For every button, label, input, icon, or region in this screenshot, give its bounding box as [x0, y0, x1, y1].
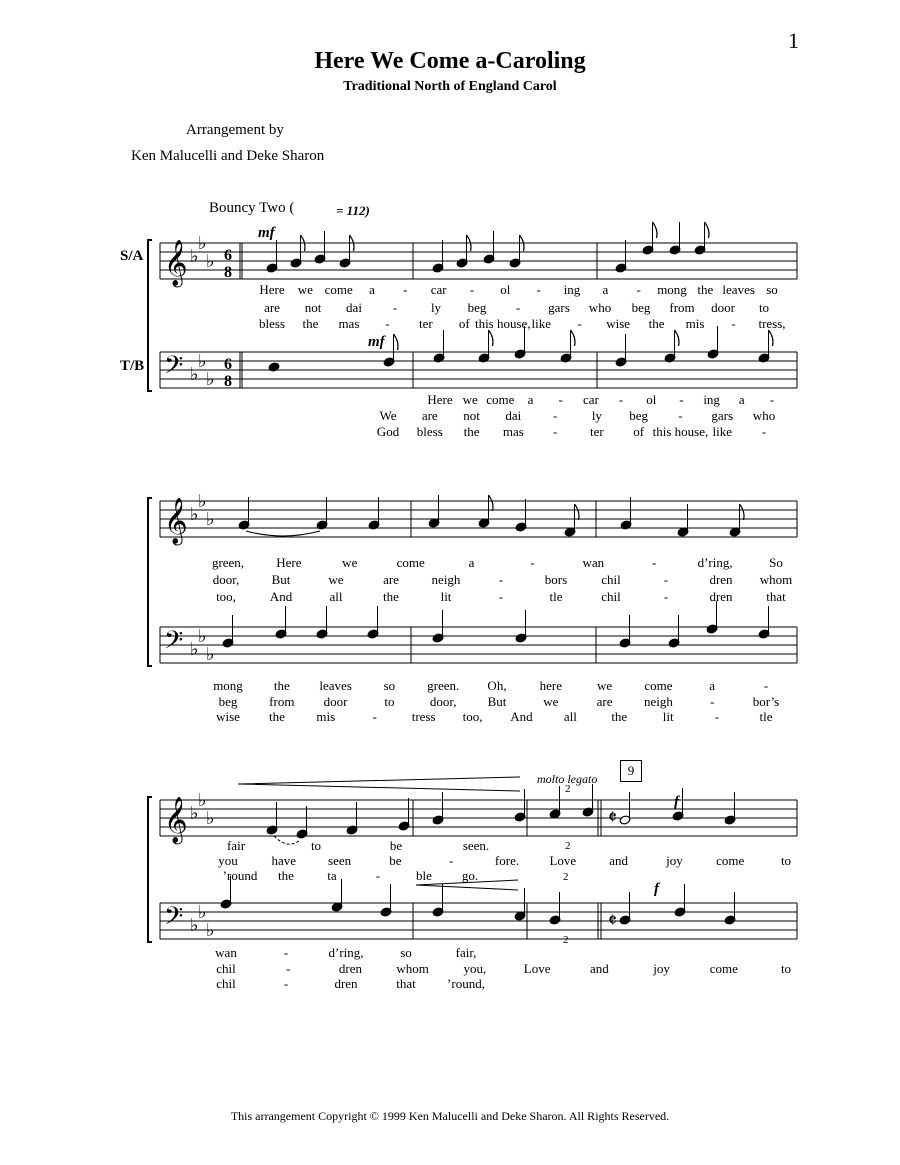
lyric-syllable: ol: [646, 392, 657, 407]
flat-sign: ♭: [190, 246, 199, 267]
bass-clef: 𝄢: [164, 902, 184, 937]
lyric-syllable: the: [648, 316, 665, 331]
lyric-syllable: a: [709, 678, 716, 693]
tie: [246, 531, 320, 536]
lyric-syllable: so: [383, 678, 396, 693]
flat-sign: ♭: [190, 639, 199, 660]
lyric-syllable: -: [763, 678, 769, 693]
treble-clef: 𝄞: [164, 797, 188, 843]
lyric-syllable: wan: [582, 555, 605, 570]
lyric-syllable: ly: [591, 408, 602, 423]
lyric-syllable: chil: [601, 572, 621, 587]
lyric-syllable: the: [278, 868, 294, 883]
lyric-syllable: go.: [461, 868, 479, 883]
lyric-syllable: who: [752, 408, 776, 423]
flat-sign: ♭: [190, 504, 199, 525]
lyric-syllable: green,: [211, 555, 245, 570]
note-flag: [575, 504, 580, 520]
lyric-syllable: car: [582, 392, 599, 407]
lyric-syllable: fair,: [455, 945, 477, 960]
lyric-syllable: here: [539, 678, 562, 693]
lyric-syllable: this house,: [652, 424, 709, 439]
lyric-syllable: too,: [462, 709, 483, 724]
lyric-syllable: you: [218, 853, 238, 868]
lyric-syllable: ’round: [222, 868, 258, 883]
lyric-syllable: door,: [429, 694, 457, 709]
lyric-syllable: tress: [411, 709, 436, 724]
lyric-syllable: the: [463, 424, 480, 439]
lyric-syllable: gars: [548, 300, 570, 315]
lyric-syllable: -: [530, 555, 535, 570]
bass-clef: 𝄢: [164, 626, 184, 661]
lyric-syllable: ta: [327, 868, 337, 883]
lyric-syllable: are: [383, 572, 399, 587]
lyric-syllable: mas: [338, 316, 360, 331]
lyric-syllable: mas: [502, 424, 524, 439]
lyric-syllable: wan: [215, 945, 237, 960]
lyric-syllable: -: [731, 316, 736, 331]
lyric-syllable: neigh: [643, 694, 673, 709]
lyric-syllable: are: [264, 300, 280, 315]
lyric-syllable: to: [780, 961, 792, 976]
lyric-syllable: mong: [657, 282, 687, 297]
lyric-syllable: -: [663, 572, 669, 587]
flat-sign: ♭: [206, 509, 215, 530]
lyric-syllable: all: [329, 589, 343, 604]
lyric-syllable: -: [663, 589, 669, 604]
lyric-syllable: -: [714, 709, 720, 724]
lyric-syllable: all: [563, 709, 577, 724]
lyric-syllable: seen.: [462, 838, 490, 853]
lyric-syllable: come: [324, 282, 353, 297]
lyric-syllable: door: [711, 300, 735, 315]
lyric-syllable: from: [269, 694, 295, 709]
lyric-syllable: ble: [416, 868, 432, 883]
dynamic-f: f: [674, 794, 679, 810]
lyric-syllable: leaves: [319, 678, 352, 693]
lyric-syllable: ol: [500, 282, 511, 297]
note-flag: [769, 330, 774, 346]
lyric-syllable: a: [602, 282, 609, 297]
lyric-syllable: seen: [328, 853, 352, 868]
lyric-syllable: who: [588, 300, 612, 315]
lyric-syllable: God: [376, 424, 400, 439]
lyric-syllable: tle: [759, 709, 773, 724]
lyric-syllable: bor’s: [752, 694, 780, 709]
flat-sign: ♭: [198, 790, 207, 811]
lyric-syllable: leaves: [722, 282, 755, 297]
staves: [148, 233, 797, 942]
time-signature: 8: [224, 373, 232, 390]
lyric-syllable: have: [271, 853, 297, 868]
lyric-syllable: beg: [218, 694, 238, 709]
lyric-syllable: come: [396, 555, 425, 570]
flat-sign: ♭: [198, 902, 207, 923]
expression-marking: molto legato: [537, 772, 598, 786]
lyric-syllable: wise: [216, 709, 240, 724]
lyric-syllable: a: [369, 282, 375, 297]
flat-sign: ♭: [190, 364, 199, 385]
lyric-syllable: ing: [703, 392, 720, 407]
lyric-syllable: Love: [523, 961, 551, 976]
lyric-syllable: and: [609, 853, 628, 868]
lyric-syllable: a: [468, 555, 475, 570]
lyric-syllable: a: [738, 392, 745, 407]
tempo-marking: Bouncy Two (: [209, 200, 295, 216]
lyric-syllable: door: [323, 694, 348, 709]
arrangers: Ken Malucelli and Deke Sharon: [131, 148, 325, 164]
lyric-syllable: dren: [709, 589, 733, 604]
dotted-quarter-rest: [268, 362, 280, 372]
flat-sign: ♭: [206, 808, 215, 829]
lyric-syllable: d’ring,: [697, 555, 733, 570]
lyric-syllable: -: [498, 572, 504, 587]
lyric-syllable: lit: [440, 589, 452, 604]
lyric-syllable: neigh: [431, 572, 461, 587]
lyric-syllable: ing: [563, 282, 581, 297]
page-number: 1: [788, 28, 799, 53]
lyric-syllable: wise: [606, 316, 631, 331]
treble-clef: 𝄞: [164, 240, 188, 286]
lyric-syllable: -: [679, 392, 684, 407]
lyric-syllable: whom: [396, 961, 429, 976]
lyric-syllable: mong: [213, 678, 243, 693]
flat-sign: ♭: [190, 803, 199, 824]
lyric-syllable: Here: [427, 392, 453, 407]
cut-time: 𝄵: [608, 910, 617, 932]
lyric-syllable: so: [400, 945, 412, 960]
lyric-syllable: -: [385, 316, 390, 331]
lyric-syllable: -: [449, 853, 454, 868]
lyric-syllable: to: [384, 694, 395, 709]
lyric-syllable: come: [486, 392, 515, 407]
lyric-syllable: bors: [544, 572, 568, 587]
lyric-syllable: But: [271, 572, 291, 587]
lyric-syllable: -: [469, 282, 475, 297]
note-flag: [740, 504, 745, 520]
lyric-syllable: that: [396, 976, 416, 991]
lyric-syllable: -: [558, 392, 563, 407]
lyric-syllable: ’round,: [447, 976, 485, 991]
lyric-syllable: we: [328, 572, 344, 587]
lyric-syllable: -: [652, 555, 657, 570]
time-signature: 6: [224, 356, 232, 373]
lyric-syllable: -: [710, 694, 715, 709]
lyric-syllable: are: [596, 694, 613, 709]
lyric-syllable: of: [633, 424, 645, 439]
lyric-syllable: too,: [216, 589, 236, 604]
note-flag: [571, 330, 576, 346]
lyric-syllable: dren: [338, 961, 362, 976]
lyric-syllable: ter: [590, 424, 604, 439]
lyric-syllable: whom: [759, 572, 793, 587]
lyric-syllable: dai: [505, 408, 522, 423]
lyric-syllable: Love: [549, 853, 577, 868]
lyric-syllable: like: [531, 316, 551, 331]
lyric-syllable: come: [644, 678, 673, 693]
lyric-syllable: we: [543, 694, 559, 709]
flat-sign: ♭: [206, 251, 215, 272]
system-bracket: [148, 797, 152, 942]
lyric-syllable: from: [669, 300, 695, 315]
dynamic-f: f: [654, 881, 659, 897]
lyric-syllable: And: [269, 589, 293, 604]
lyric-syllable: the: [611, 709, 628, 724]
lyric-syllable: gars: [711, 408, 734, 423]
lyric-syllable: -: [403, 282, 408, 297]
copyright-notice: This arrangement Copyright © 1999 Ken Malucelli and Deke Sharon. All Rights Reserved.: [230, 1109, 670, 1123]
lyric-syllable: d’ring,: [328, 945, 364, 960]
flat-sign: ♭: [198, 626, 207, 647]
lyric-syllable: chil: [216, 961, 236, 976]
cut-time: 𝄵: [608, 807, 617, 829]
lyric-syllable: -: [286, 961, 291, 976]
note-flag: [394, 334, 399, 350]
subtitle: Traditional North of England Carol: [343, 79, 557, 94]
dynamic-mf: mf: [368, 334, 385, 350]
flat-sign: ♭: [198, 351, 207, 372]
flat-sign: ♭: [190, 915, 199, 936]
lyric-syllable: Here: [259, 282, 285, 297]
lyric-syllable: -: [283, 945, 289, 960]
lyric-syllable: tle: [549, 589, 563, 604]
lyric-syllable: be: [389, 838, 403, 853]
note-flag: [489, 495, 494, 511]
lyric-syllable: chil: [601, 589, 621, 604]
lyric-syllable: lit: [662, 709, 674, 724]
time-signature: 8: [224, 264, 232, 281]
lyric-syllable: And: [510, 709, 533, 724]
lyric-syllable: fair: [226, 838, 246, 853]
tuplet-number: 2: [563, 871, 569, 883]
lyric-syllable: of: [458, 316, 470, 331]
lyric-syllable: -: [577, 316, 582, 331]
arrangement-credit: Arrangement by: [186, 122, 284, 138]
lyric-syllable: we: [462, 392, 478, 407]
lyric-syllable: beg: [467, 300, 487, 315]
tuplet-number: 2: [565, 783, 571, 795]
lyric-syllable: -: [769, 392, 775, 407]
note-flag: [705, 222, 710, 238]
lyric-syllable: and: [589, 961, 609, 976]
lyric-syllable: dren: [334, 976, 358, 991]
dynamic-mf: mf: [258, 225, 275, 241]
lyric-syllable: to: [310, 838, 322, 853]
tie: [274, 836, 300, 844]
lyric-syllable: that: [766, 589, 786, 604]
lyric-syllable: -: [498, 589, 504, 604]
lyric-syllable: we: [342, 555, 358, 570]
treble-clef: 𝄞: [164, 498, 188, 544]
system-bracket: [148, 240, 152, 391]
lyric-syllable: be: [389, 853, 402, 868]
lyric-syllable: Here: [276, 555, 302, 570]
crescendo-hairpin: [238, 777, 520, 791]
lyric-syllable: mis: [685, 316, 705, 331]
lyric-syllable: -: [372, 709, 377, 724]
note-flag: [489, 330, 494, 346]
flat-sign: ♭: [198, 491, 207, 512]
lyric-syllable: ly: [430, 300, 442, 315]
lyric-syllable: are: [421, 408, 438, 423]
flat-sign: ♭: [206, 920, 215, 941]
lyric-syllable: We: [379, 408, 397, 423]
lyric-syllable: -: [515, 300, 521, 315]
lyric-syllable: car: [430, 282, 447, 297]
lyric-syllable: we: [597, 678, 613, 693]
lyric-syllable: dren: [709, 572, 733, 587]
lyric-syllable: joy: [653, 961, 670, 976]
lyric-syllable: come: [709, 961, 738, 976]
note-flag: [675, 330, 680, 346]
page-title: Here We Come a-Caroling: [314, 48, 586, 74]
note-flag: [653, 222, 658, 238]
bass-clef: 𝄢: [164, 351, 184, 386]
lyric-syllable: like: [712, 424, 732, 439]
lyric-syllable: come: [716, 853, 745, 868]
lyric-syllable: you,: [463, 961, 487, 976]
lyric-syllable: we: [297, 282, 313, 297]
lyric-syllable: -: [536, 282, 541, 297]
lyric-syllable: so: [766, 282, 778, 297]
lyric-syllable: dai: [346, 300, 362, 315]
lyric-syllable: ter: [418, 316, 433, 331]
lyric-syllable: beg: [631, 300, 651, 315]
lyric-syllable: beg: [629, 408, 649, 423]
lyric-syllable: joy: [666, 853, 683, 868]
tuplet-number: 2: [563, 934, 569, 946]
lyric-syllable: -: [761, 424, 767, 439]
lyric-syllable: -: [618, 392, 624, 407]
lyric-syllable: the: [302, 316, 319, 331]
lyric-syllable: -: [392, 300, 398, 315]
lyric-syllable: But: [487, 694, 507, 709]
rehearsal-mark: 9: [620, 760, 642, 782]
lyric-syllable: mis: [316, 709, 336, 724]
lyric-syllable: the: [268, 709, 285, 724]
lyric-syllable: to: [758, 300, 770, 315]
lyric-syllable: this house,: [474, 316, 531, 331]
time-signature: 6: [224, 247, 232, 264]
voice-label-sa: S/A: [120, 248, 144, 264]
lyric-syllable: not: [304, 300, 322, 315]
lyric-syllable: Oh,: [487, 678, 507, 693]
lyric-syllable: bless: [259, 316, 285, 331]
lyric-syllable: fore.: [494, 853, 520, 868]
lyric-syllable: -: [636, 282, 641, 297]
flat-sign: ♭: [206, 644, 215, 665]
flat-sign: ♭: [206, 369, 215, 390]
lyric-syllable: the: [273, 678, 290, 693]
lyric-syllable: bless: [416, 424, 443, 439]
lyric-syllable: a: [527, 392, 534, 407]
lyric-syllable: chil: [216, 976, 236, 991]
tempo-value: = 112): [336, 203, 370, 218]
lyric-syllable: -: [552, 424, 558, 439]
lyric-syllable: tress,: [758, 316, 786, 331]
lyric-syllable: the: [383, 589, 399, 604]
lyric-syllable: green.: [427, 678, 460, 693]
lyric-syllable: -: [678, 408, 683, 423]
lyric-syllable: -: [283, 976, 289, 991]
voice-label-tb: T/B: [120, 358, 145, 374]
flat-sign: ♭: [198, 233, 207, 254]
lyric-syllable: -: [552, 408, 558, 423]
tuplet-number: 2: [565, 840, 571, 852]
lyric-syllable: to: [780, 853, 792, 868]
lyric-syllable: not: [463, 408, 480, 423]
lyric-syllable: the: [697, 282, 714, 297]
system-bracket: [148, 498, 152, 666]
lyric-syllable: door,: [212, 572, 240, 587]
lyric-syllable: So: [769, 555, 783, 570]
lyric-syllable: -: [375, 868, 381, 883]
